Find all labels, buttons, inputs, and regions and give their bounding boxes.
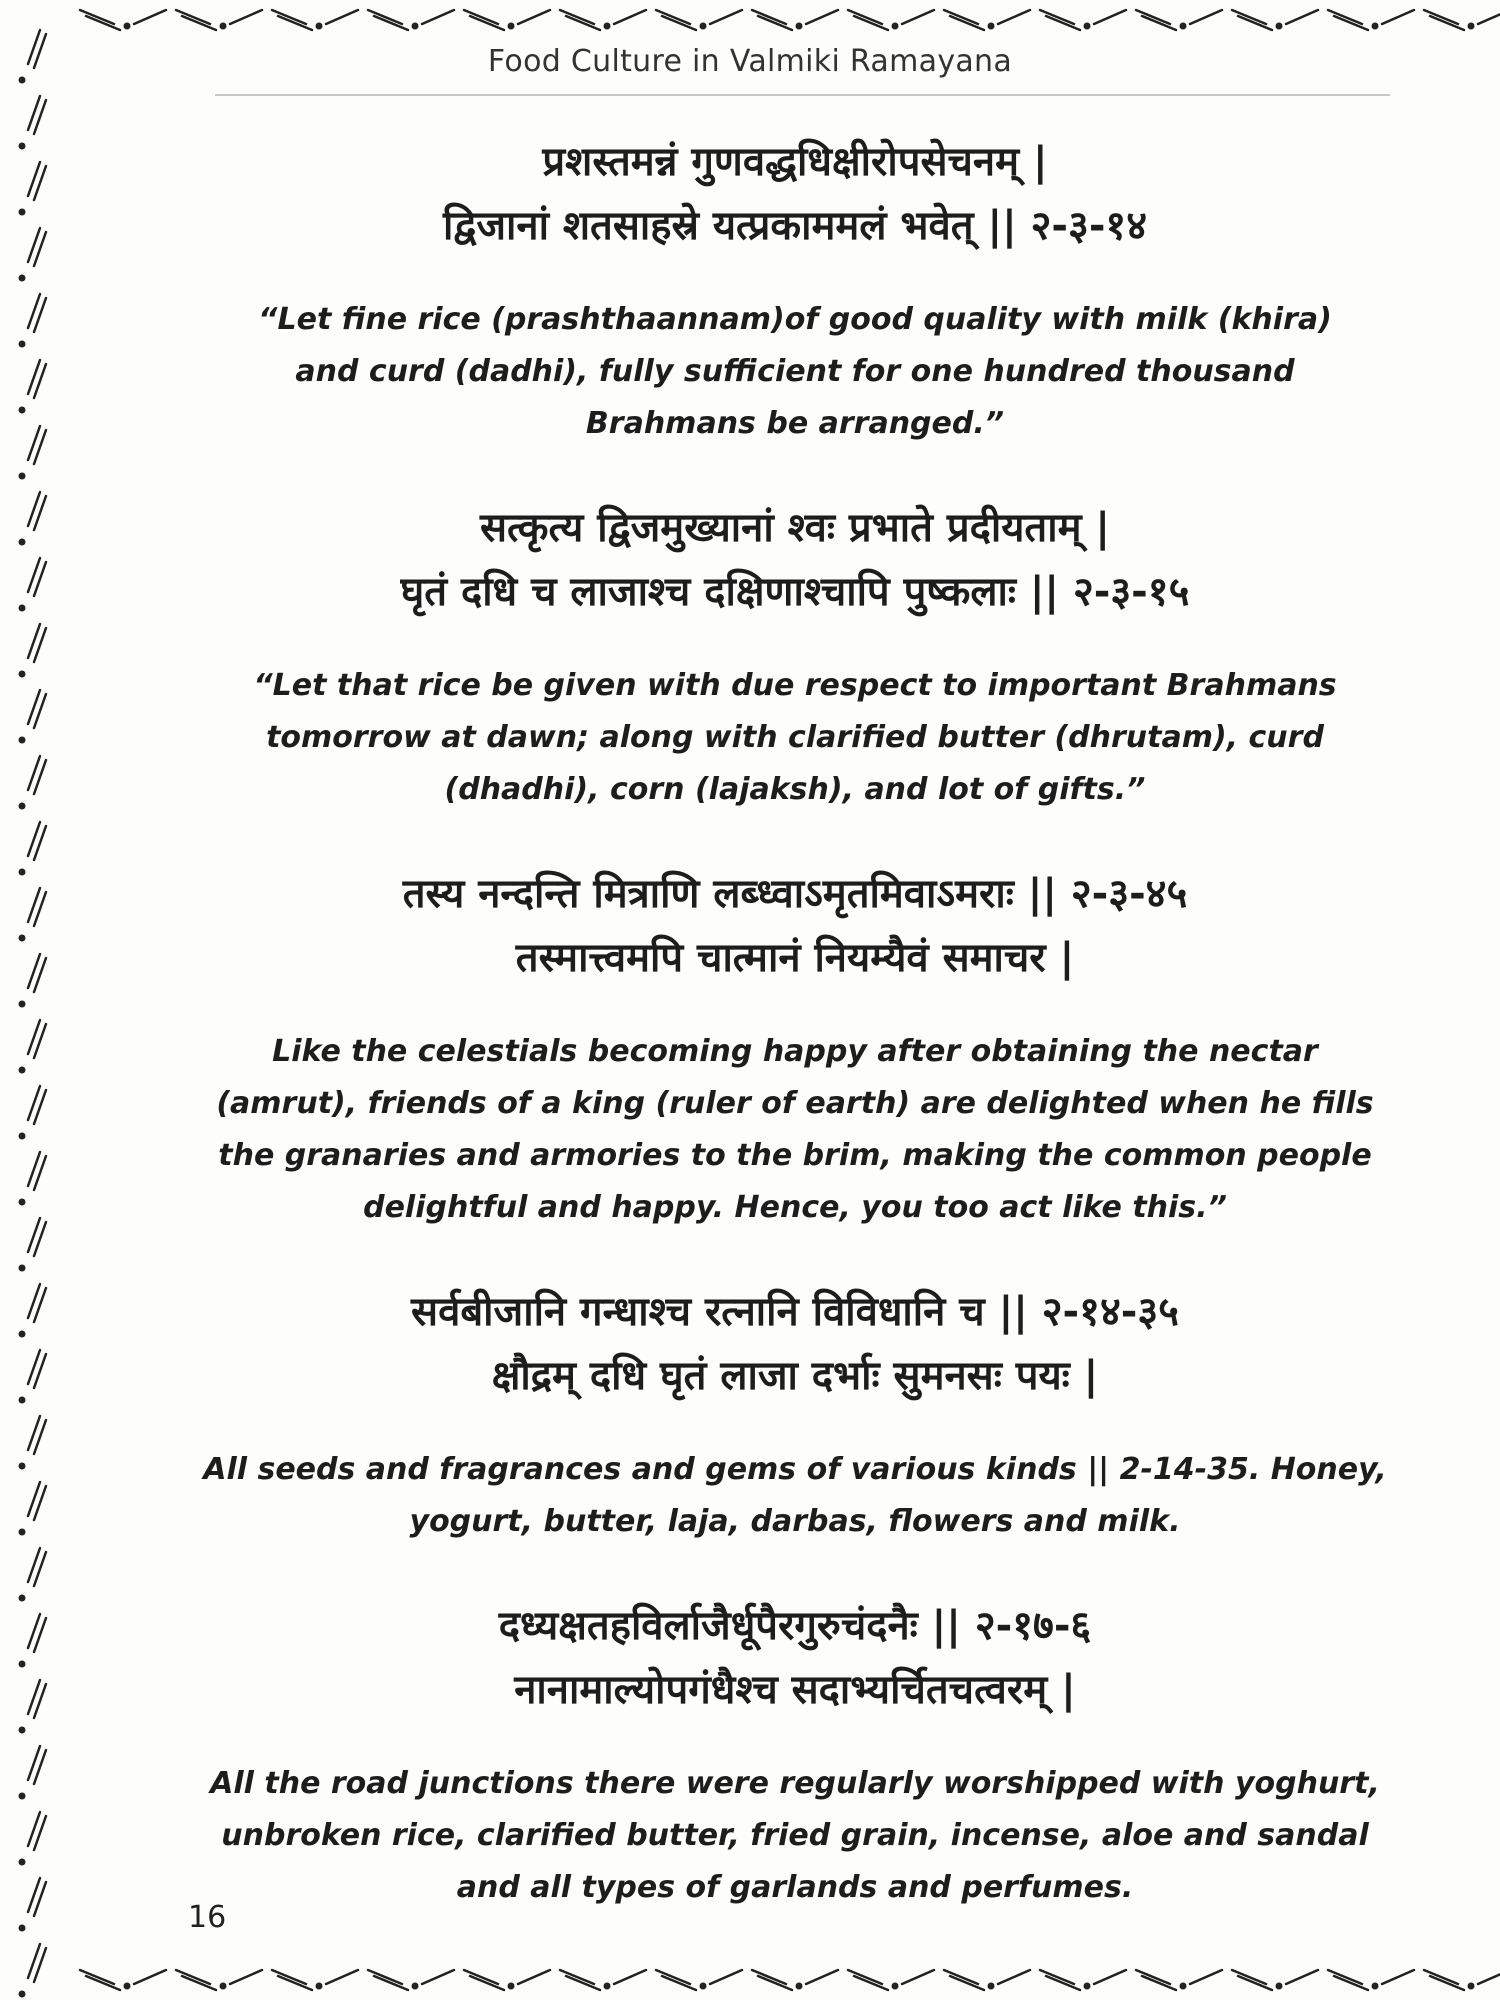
decorative-border-left [0,0,70,2000]
verse-line: द्विजानां शतसाहस्रे यत्प्रकाममलं भवेत् || २-३-१४ [442,203,1148,249]
translation-line: and all types of garlands and perfumes. [456,1870,1134,1905]
verse-line: सर्वबीजानि गन्धाश्च रत्नानि विविधानि च || २-१४-३५ [411,1289,1179,1335]
sanskrit-verse [170,1280,1420,1408]
translation-line: Like the celestials becoming happy after obtaining the nectar [272,1034,1318,1069]
translation-line: and curd (dadhi), fully sufficient for one hundred thousand [295,354,1295,389]
page-content [170,130,1420,1914]
verse-line: सत्कृत्य द्विजमुख्यानां श्वः प्रभाते प्रदीयताम् | [479,505,1111,551]
translation-line: Brahmans be arranged.” [585,406,1005,441]
english-translation [170,660,1420,816]
decorative-border-bottom [0,1960,1500,2000]
translation-line: the granaries and armories to the brim, making the common people [218,1138,1372,1173]
translation-line: (dhadhi), corn (lajaksh), and lot of gifts.” [444,772,1146,807]
sanskrit-verse [170,496,1420,624]
sanskrit-verse [170,862,1420,990]
page-number: 16 [188,1900,227,1935]
sanskrit-verse [170,1594,1420,1722]
translation-line: “Let that rice be given with due respect to important Brahmans [253,668,1337,703]
english-translation [170,1758,1420,1914]
verse-line: तस्य नन्दन्ति मित्राणि लब्ध्वाऽमृतमिवाऽमराः || २-३-४५ [402,871,1188,917]
verse-line: दध्यक्षतहविर्लाजैर्धूपैरगुरुचंदनैः || २-१७-६ [498,1603,1092,1649]
decorative-border-top [0,0,1500,40]
english-translation [170,1444,1420,1548]
running-header: Food Culture in Valmiki Ramayana [487,44,1013,79]
sanskrit-verse [170,130,1420,258]
header-rule [215,94,1390,96]
translation-line: All the road junctions there were regularly worshipped with yoghurt, [210,1766,1380,1801]
translation-line: “Let fine rice (prashthaannam)of good quality with milk (khira) [258,302,1332,337]
verse-line: तस्मात्त्वमपि चात्मानं नियम्यैवं समाचर | [515,935,1075,981]
translation-line: delightful and happy. Hence, you too act like this.” [363,1190,1227,1225]
english-translation [170,1026,1420,1234]
translation-line: (amrut), friends of a king (ruler of earth) are delighted when he fills [216,1086,1374,1121]
verse-line: घृतं दधि च लाजाश्च दक्षिणाश्चापि पुष्कलाः || २-३-१५ [400,569,1190,615]
translation-line: unbroken rice, clarified butter, fried grain, incense, aloe and sandal [221,1818,1369,1853]
translation-line: tomorrow at dawn; along with clarified butter (dhrutam), curd [266,720,1324,755]
english-translation [170,294,1420,450]
translation-line: All seeds and fragrances and gems of various kinds || 2-14-35. Honey, [203,1452,1387,1487]
verse-line: क्षौद्रम् दधि घृतं लाजा दर्भाः सुमनसः पयः | [491,1353,1099,1399]
verse-line: नानामाल्योपगंधैश्च सदाभ्यर्चितचत्वरम् | [514,1667,1076,1713]
translation-line: yogurt, butter, laja, darbas, flowers and milk. [409,1504,1181,1539]
verse-line: प्रशस्तमन्नं गुणवद्धधिक्षीरोपसेचनम् | [542,139,1048,185]
